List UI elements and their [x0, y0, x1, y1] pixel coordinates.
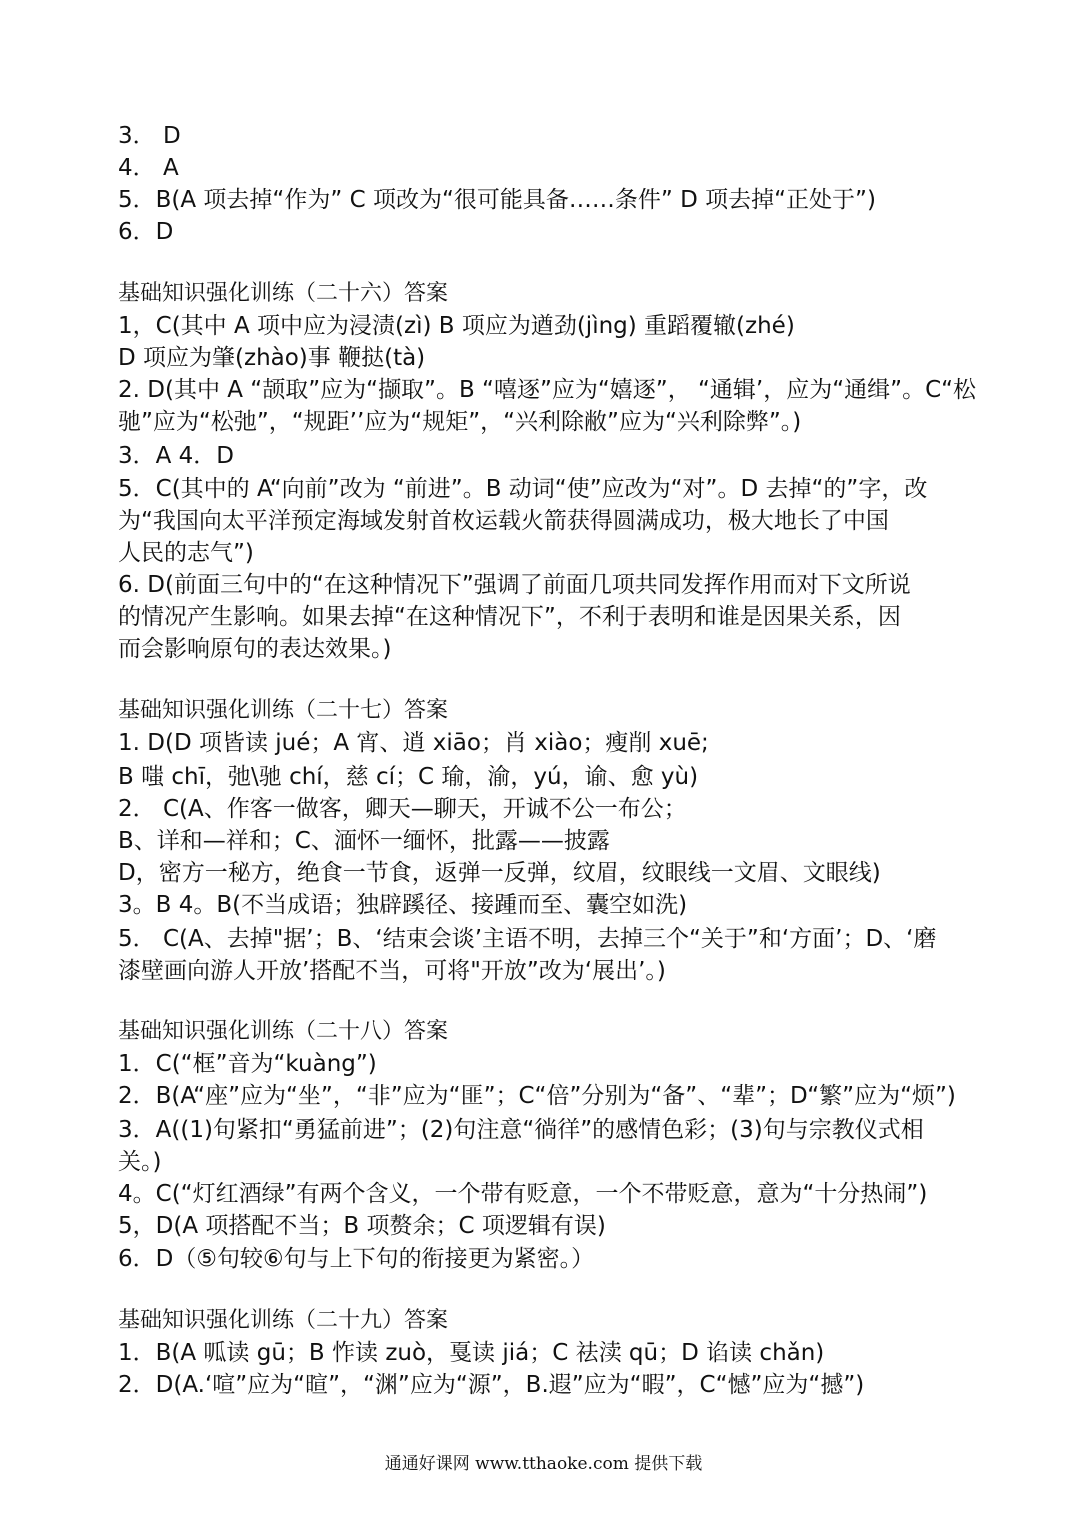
answer-line: 4． A [118, 155, 179, 181]
answer-line: 1，C(其中 A 项中应为浸渍(zì) B 项应为遒劲(jìng) 重蹈覆辙(zhé) [118, 313, 795, 339]
answer-line: 而会影响原句的表达效果。) [118, 636, 392, 662]
page-footer: 通通好课网 www.tthaoke.com 提供下载 [384, 1454, 703, 1474]
section-heading: 基础知识强化训练（二十九）答案 [118, 1308, 449, 1333]
answer-line: 6．D [118, 219, 174, 245]
answer-line: 驰”应为“松弛”，“规距’’应为“规矩”，“兴利除敝”应为“兴利除弊”。) [118, 409, 802, 435]
answer-line: 3．A((1)句紧扣“勇猛前进”；(2)句注意“徜徉”的感情色彩；(3)句与宗教仪式相 [118, 1117, 924, 1143]
answer-line: 的情况产生影响。如果去掉“在这种情况下”，不利于表明和谁是因果关系，因 [118, 604, 901, 630]
section-heading: 基础知识强化训练（二十八）答案 [118, 1019, 449, 1044]
answer-line: 6. D(前面三句中的“在这种情况下”强调了前面几项共同发挥作用而对下文所说 [118, 572, 911, 598]
answer-line: D 项应为肇(zhào)事 鞭挞(tà) [118, 345, 426, 371]
answer-line: 为“我国向太平洋预定海域发射首枚运载火箭获得圆满成功，极大地长了中国 [118, 508, 889, 534]
answer-line: 2. D(其中 A “颉取”应为“撷取”。B “嘻逐”应为“嬉逐”， “通辑’，应为“通缉”。C“松 [118, 377, 977, 403]
answer-line: 2．B(A“座”应为“坐”，“非”应为“匪”；C“倍”分别为“备”、“辈”；D“繁”应为“烦”) [118, 1083, 956, 1109]
answer-line: B 嗤 chī，弛\驰 chí，慈 cí；C 瑜，渝，yú，谕、愈 yù) [118, 764, 699, 790]
answer-line: 5．C(其中的 A“向前”改为 “前进”。B 动词“使”应改为“对”。D 去掉“的”字，改 [118, 476, 928, 502]
answer-line: 2． C(A、作客一做客，卿天—聊天，开诚不公一布公； [118, 796, 687, 822]
answer-line: 6．D（⑤句较⑥句与上下句的衔接更为紧密。） [118, 1246, 595, 1272]
answer-line: 5．B(A 项去掉“作为” C 项改为“很可能具备……条件” D 项去掉“正处于”) [118, 187, 876, 213]
answer-line: 3． D [118, 123, 181, 149]
answer-line: 4。C(“灯红酒绿”有两个含义，一个带有贬意，一个不带贬意，意为“十分热闹”) [118, 1181, 928, 1207]
answer-line: 2．D(A.‘喧”应为“暄”，“渊”应为“源”，B.遐”应为“暇”，C“憾”应为“撼”) [118, 1372, 865, 1398]
section-heading: 基础知识强化训练（二十六）答案 [118, 281, 449, 306]
answer-line: 人民的志气”) [118, 540, 254, 566]
answer-line: 1．B(A 呱读 gū；B 怍读 zuò，戛读 jiá；C 祛渎 qū；D 谄读 chǎn) [118, 1340, 825, 1366]
answer-line: 5． C(A、去掉"据’；B、‘结束会谈’主语不明，去掉三个“关于”和‘方面’；D、‘磨 [118, 926, 937, 952]
answer-line: 5，D(A 项搭配不当；B 项赘余；C 项逻辑有误) [118, 1213, 606, 1239]
answer-line: B、详和—祥和；C、湎怀一缅怀，批露——披露 [118, 828, 610, 854]
answer-line: 关。) [118, 1149, 162, 1175]
answer-line: D，密方一秘方，绝食一节食，返弹一反弹，纹眉，纹眼线一文眉、文眼线) [118, 860, 881, 886]
section-heading: 基础知识强化训练（二十七）答案 [118, 698, 449, 723]
answer-line: 1. D(D 项皆读 jué；A 宵、逍 xiāo；肖 xiào；瘦削 xuē; [118, 730, 709, 756]
answer-line: 3。B 4。B(不当成语；独辟蹊径、接踵而至、囊空如洗) [118, 892, 688, 918]
answer-line: 3．A 4．D [118, 443, 235, 469]
answer-line: 漆壁画向游人开放’搭配不当，可将"开放”改为‘展出’。) [118, 958, 666, 984]
answer-line: 1．C(“框”音为“kuàng”) [118, 1051, 377, 1077]
